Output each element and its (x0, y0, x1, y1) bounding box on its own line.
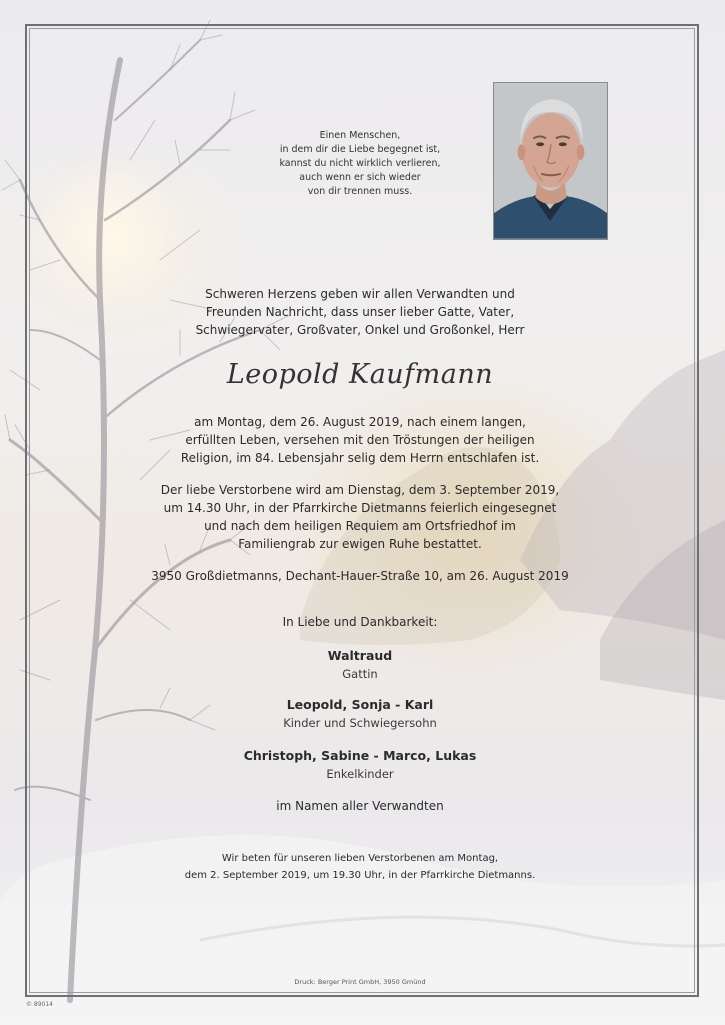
quote-line: in dem dir die Liebe begegnet ist, (279, 144, 441, 155)
mourner-names: Christoph, Sabine - Marco, Lukas (243, 748, 477, 763)
deceased-name: Leopold Kaufmann (226, 359, 494, 390)
quote-line: von dir trennen muss. (307, 186, 413, 197)
death-line: Religion, im 84. Lebensjahr selig dem Herrn entschlafen ist. (180, 451, 540, 465)
announcement-line: Schwiegervater, Großvater, Onkel und Großonkel, Herr (195, 323, 525, 337)
address-line (150, 567, 570, 585)
mourner-names: Waltraud (327, 648, 393, 663)
quote-line: kannst du nicht wirklich verlieren, (279, 158, 441, 169)
funeral-details (150, 481, 570, 553)
funeral-line: und nach dem heiligen Requiem am Ortsfriedhof im (204, 519, 516, 533)
memorial-quote (240, 129, 480, 199)
mourner-group (150, 696, 570, 732)
announcement-line: Freunden Nachricht, dass unser lieber Gatte, Vater, (205, 305, 515, 319)
mourner-relation: Kinder und Schwiegersohn (283, 716, 437, 730)
address-text: 3950 Großdietmanns, Dechant-Hauer-Straße 10, am 26. August 2019 (151, 569, 569, 583)
quote-line: Einen Menschen, (319, 130, 401, 141)
mourner-names: Leopold, Sonja - Karl (286, 697, 434, 712)
mourners-closing-text: im Namen aller Verwandten (276, 799, 444, 813)
mourner-group (150, 647, 570, 683)
announcement-line: Schweren Herzens geben wir allen Verwandten und (205, 287, 515, 301)
document-code: © 89014 (26, 1001, 53, 1008)
quote-line: auch wenn er sich wieder (299, 172, 421, 183)
prayer-line: dem 2. September 2019, um 19.30 Uhr, in der Pfarrkirche Dietmanns. (184, 870, 536, 881)
death-line: am Montag, dem 26. August 2019, nach einem langen, (194, 415, 526, 429)
prayer-notice (150, 850, 570, 884)
death-notice (150, 413, 570, 467)
mourners-intro (150, 613, 570, 631)
mourners-closing (150, 797, 570, 815)
funeral-line: Der liebe Verstorbene wird am Dienstag, dem 3. September 2019, (160, 483, 560, 497)
funeral-line: Familiengrab zur ewigen Ruhe bestattet. (238, 537, 482, 551)
mourners-intro-text: In Liebe und Dankbarkeit: (282, 615, 438, 629)
printer-credit: Druck: Berger Print GmbH, 3950 Gmünd (294, 978, 426, 986)
mourner-relation: Enkelkinder (326, 767, 394, 781)
mourner-relation: Gattin (342, 667, 378, 681)
funeral-line: um 14.30 Uhr, in der Pfarrkirche Dietmanns feierlich eingesegnet (163, 501, 557, 515)
death-line: erfüllten Leben, versehen mit den Tröstungen der heiligen (185, 433, 535, 447)
mourner-group (150, 747, 570, 783)
portrait-photo (493, 82, 608, 240)
announcement-text (150, 285, 570, 339)
prayer-line: Wir beten für unseren lieben Verstorbenen am Montag, (221, 853, 499, 864)
